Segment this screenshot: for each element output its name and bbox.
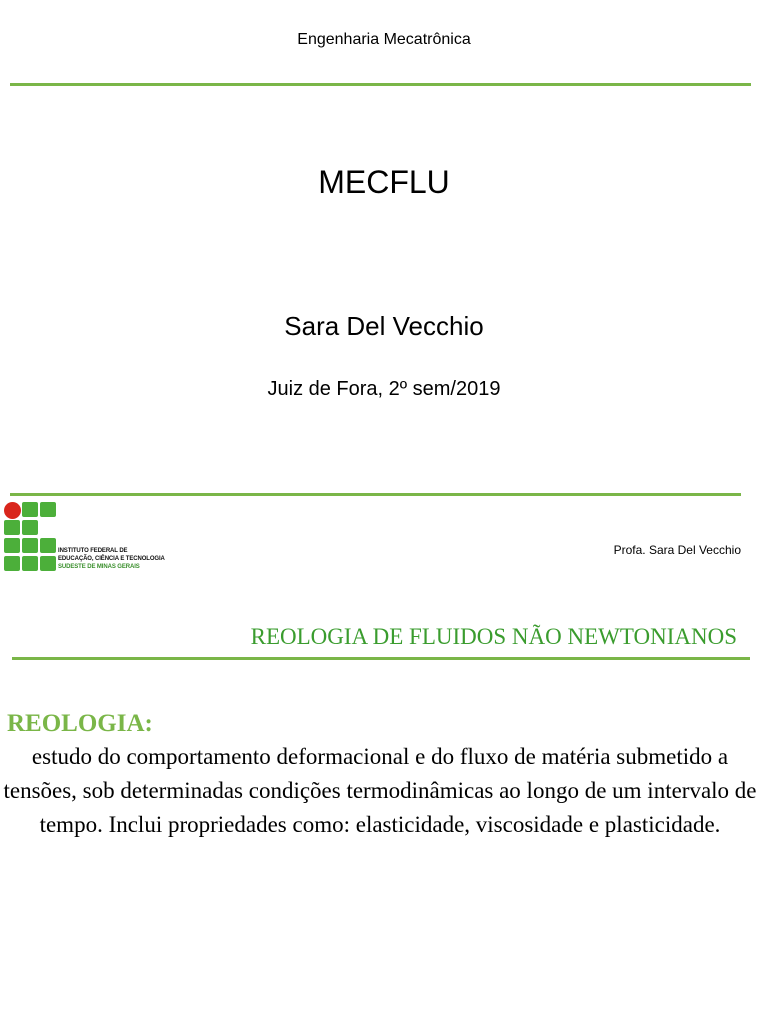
logo-text-line2: EDUCAÇÃO, CIÊNCIA E TECNOLOGIA: [58, 556, 165, 562]
slide-divider: [10, 493, 741, 496]
logo-red-dot: [4, 502, 21, 519]
logo-square: [22, 502, 38, 517]
logo-square: [4, 520, 20, 535]
section-title: REOLOGIA DE FLUIDOS NÃO NEWTONIANOS: [250, 624, 737, 649]
definition-text: estudo do comportamento deformacional e do fluxo de matéria submetido a tensões, sob determinadas condições termodinâmicas ao longo de um intervalo de tempo. Inclui propriedades como: elasticidade, viscosidade e plasticidade.: [3, 744, 757, 837]
logo-square: [22, 520, 38, 535]
logo-square: [22, 556, 38, 571]
logo-square: [40, 556, 56, 571]
professor-name: Profa. Sara Del Vecchio: [613, 543, 741, 557]
logo-text-line3: SUDESTE DE MINAS GERAIS: [58, 564, 140, 570]
logo-square: [4, 556, 20, 571]
logo-text-line1: INSTITUTO FEDERAL DE: [58, 548, 128, 554]
logo-square: [22, 538, 38, 553]
header-divider: [10, 83, 751, 86]
logo-square: [40, 538, 56, 553]
section-divider: [12, 657, 750, 660]
place-date: Juiz de Fora, 2º sem/2019: [267, 378, 501, 400]
slide-title: MECFLU: [318, 164, 450, 200]
course-header: Engenharia Mecatrônica: [297, 31, 471, 48]
author-name: Sara Del Vecchio: [284, 311, 484, 341]
logo-square: [4, 538, 20, 553]
definition-term: REOLOGIA:: [7, 710, 153, 737]
logo-square: [40, 502, 56, 517]
institution-logo: [4, 501, 180, 573]
